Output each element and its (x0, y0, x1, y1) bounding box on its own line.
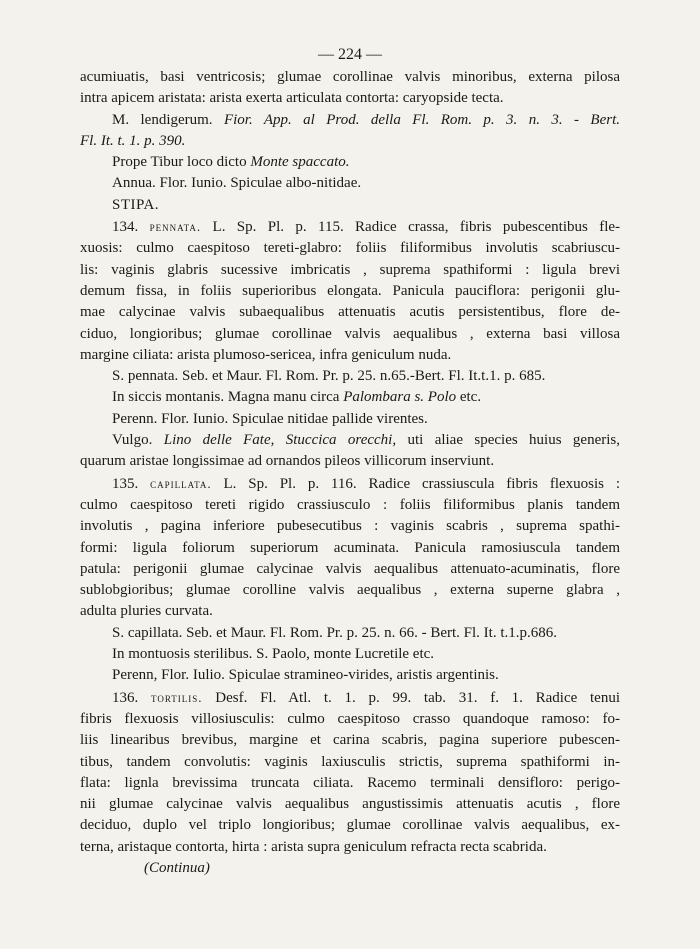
species-number: 135. (112, 475, 139, 492)
synonym-line: S. pennata. Seb. et Maur. Fl. Rom. Pr. p. 25. n.65.-Bert. Fl. It.t.1. p. 685. (112, 368, 546, 385)
habitat-line: In siccis montanis. Magna manu circa Palombara s. Polo etc. (112, 389, 482, 406)
continued-note: (Continua) (144, 859, 210, 876)
species-136: 136. tortilis. Desf. Fl. Atl. t. 1. p. 99. tab. 31. f. 1. Radice tenui fibris flexuosis villosiusculis: culmo caespitoso crasso quandoque ramoso: fo- liis linearibus brevibus, margine et carina scabris, pagina superiore pubescen- tibus, tandem convolutis: vaginis laxiusculis strictis, suprema spathiformi in- flata: lignla brevissima truncata ciliata. Racemo terminali densifloro: perigo- nii glumae calycinae valvis aequalibus angustissimis attenuatis acutis , flore deciduo, duplo vel triplo longioribus; glumae corollinae valvis aequalibus, ex- terna, aristaque contorta, hirta : arista supra geniculum refracta recta scabrida. (80, 687, 620, 858)
text-line: deciduo, duplo vel triplo longioribus; glumae corollinae valvis aequalibus, ex- (80, 817, 620, 834)
text-line: culmo caespitoso tereti rigido crassiusculo : foliis filiformibus planis tandem (80, 496, 620, 513)
species-135: 135. capillata. L. Sp. Pl. p. 116. Radice crassiuscula fibris flexuosis : culmo caespitoso tereti rigido crassiusculo : foliis filiformibus planis tandem involutis , pagina inferiore pubesecutibus : vaginis scabris , suprema spathi- formi: ligula foliorum superiorum acuminata. Panicula ramosiuscula tandem patula: perigonii glumae calycinae valvis aequalibus attenuato-acuminatis, flore sublobgioribus; glumae corolline valvis aequalibus , externa superne glabra , adulta pluries curvata. (80, 473, 620, 623)
text-line: tibus, tandem convolutis: vaginis laxiusculis strictis, suprema spathiformi in- (80, 753, 620, 770)
flowering-line: Perenn. Flor. Iunio. Spiculae nitidae pallide virentes. (112, 410, 428, 427)
text-line: xuosis: culmo caespitoso tereti-glabro: foliis filiformibus involutis scabriuscu- (80, 240, 620, 257)
text-line: adulta pluries curvata. (80, 603, 213, 620)
synonym-reference: Fl. It. t. 1. p. 390. (80, 132, 186, 149)
habitat-line: In montuosis sterilibus. S. Paolo, monte Lucretile etc. (112, 646, 435, 663)
text-line: nii glumae calycinae valvis aequalibus angustissimis attenuatis acutis , flore (80, 796, 620, 813)
text-line: acumiuatis, basi ventricosis; glumae corollinae valvis minoribus, externa pilosa (80, 69, 620, 85)
species-134: 134. pennata. L. Sp. Pl. p. 115. Radice crassa, fibris pubescentibus fle- xuosis: culmo caespitoso tereti-glabro: foliis filiformibus involutis scabriuscu- lis: vaginis glabris sucessive imbricatis , suprema spathiformi : ligula brevi demum fissa, in foliis superioribus elongata. Panicula pauciflora: perigonii glu- mae calycinae valvis subaequalibus attenuatis acutis persistentibus, flore de- ciduo, longioribus; glumae corollinae valvis aequalibus , externa basi villosa margine ciliata: arista plumoso-sericea, infra geniculum nuda. (80, 216, 620, 366)
species-number: 134. (112, 219, 139, 236)
species-number: 136. (112, 689, 139, 706)
text-line: mae calycinae valvis subaequalibus attenuatis acutis persistentibus, flore de- (80, 304, 620, 321)
genus-heading: STIPA. (112, 196, 160, 213)
flowering-line: Perenn, Flor. Iulio. Spiculae stramineo-virides, aristis argentinis. (112, 667, 499, 684)
m-lendigerum-synonym (80, 110, 620, 153)
text-line: sublobgioribus; glumae corolline valvis aequalibus , externa superne glabra , (80, 582, 620, 599)
text-line: flata: lignla brevissima truncata ciliata. Racemo terminali densifloro: perigo- (80, 774, 620, 791)
text-line: lis: vaginis glabris sucessive imbricatis , suprema spathiformi : ligula brevi (80, 261, 620, 278)
page-number: — 224 — (318, 46, 382, 63)
text-line: fibris flexuosis villosiusculis: culmo caespitoso crasso quandoque ramoso: fo- (80, 710, 620, 727)
vernacular-names: Vulgo. Lino delle Fate, Stuccica orecchi, uti aliae species huius generis, quarum aristae longissimae ad ornandos pileos villicorum inserviunt. (80, 430, 620, 473)
text-line: formi: ligula foliorum superiorum acuminata. Panicula ramosiuscula tandem (80, 539, 620, 556)
species-name: tortilis. (150, 689, 203, 705)
text-line: quarum aristae longissimae ad ornandos pileos villicorum inserviunt. (80, 453, 495, 470)
page-content (80, 44, 620, 879)
species-name: pennata. (149, 219, 202, 235)
text-line: intra apicem aristata: arista exerta articulata contorta: caryopside tecta. (80, 90, 504, 107)
synonym-name: M. lendigerum. (112, 111, 213, 128)
synonym-reference: Fior. App. al Prod. della Fl. Rom. p. 3. n. 3. - Bert. (223, 111, 620, 128)
species-name: capillata. (150, 475, 212, 491)
intro-paragraph (80, 67, 620, 110)
text-line: demum fissa, in foliis superioribus elongata. Panicula pauciflora: perigonii glu- (80, 282, 620, 299)
text-line: margine ciliata: arista plumoso-sericea, infra geniculum nuda. (80, 346, 452, 363)
text-line: terna, aristaque contorta, hirta : arista supra geniculum refracta recta scabrida. (80, 838, 547, 855)
flowering-line: Annua. Flor. Iunio. Spiculae albo-nitidae. (112, 175, 362, 192)
text-line: patula: perigonii glumae calycinae valvis aequalibus attenuato-acuminatis, flore (80, 560, 620, 577)
habitat-line: Prope Tibur loco dicto Monte spaccato. (112, 154, 350, 171)
text-line: involutis , pagina inferiore pubesecutibus : vaginis scabris , suprema spathi- (80, 518, 620, 535)
synonym-line: S. capillata. Seb. et Maur. Fl. Rom. Pr. p. 25. n. 66. - Bert. Fl. It. t.1.p.686. (112, 624, 557, 641)
text-line: liis linearibus brevibus, margine et carina scabris, pagina superiore pubescen- (80, 732, 620, 749)
text-line: ciduo, longioribus; glumae corollinae valvis aequalibus , externa basi villosa (80, 325, 620, 342)
